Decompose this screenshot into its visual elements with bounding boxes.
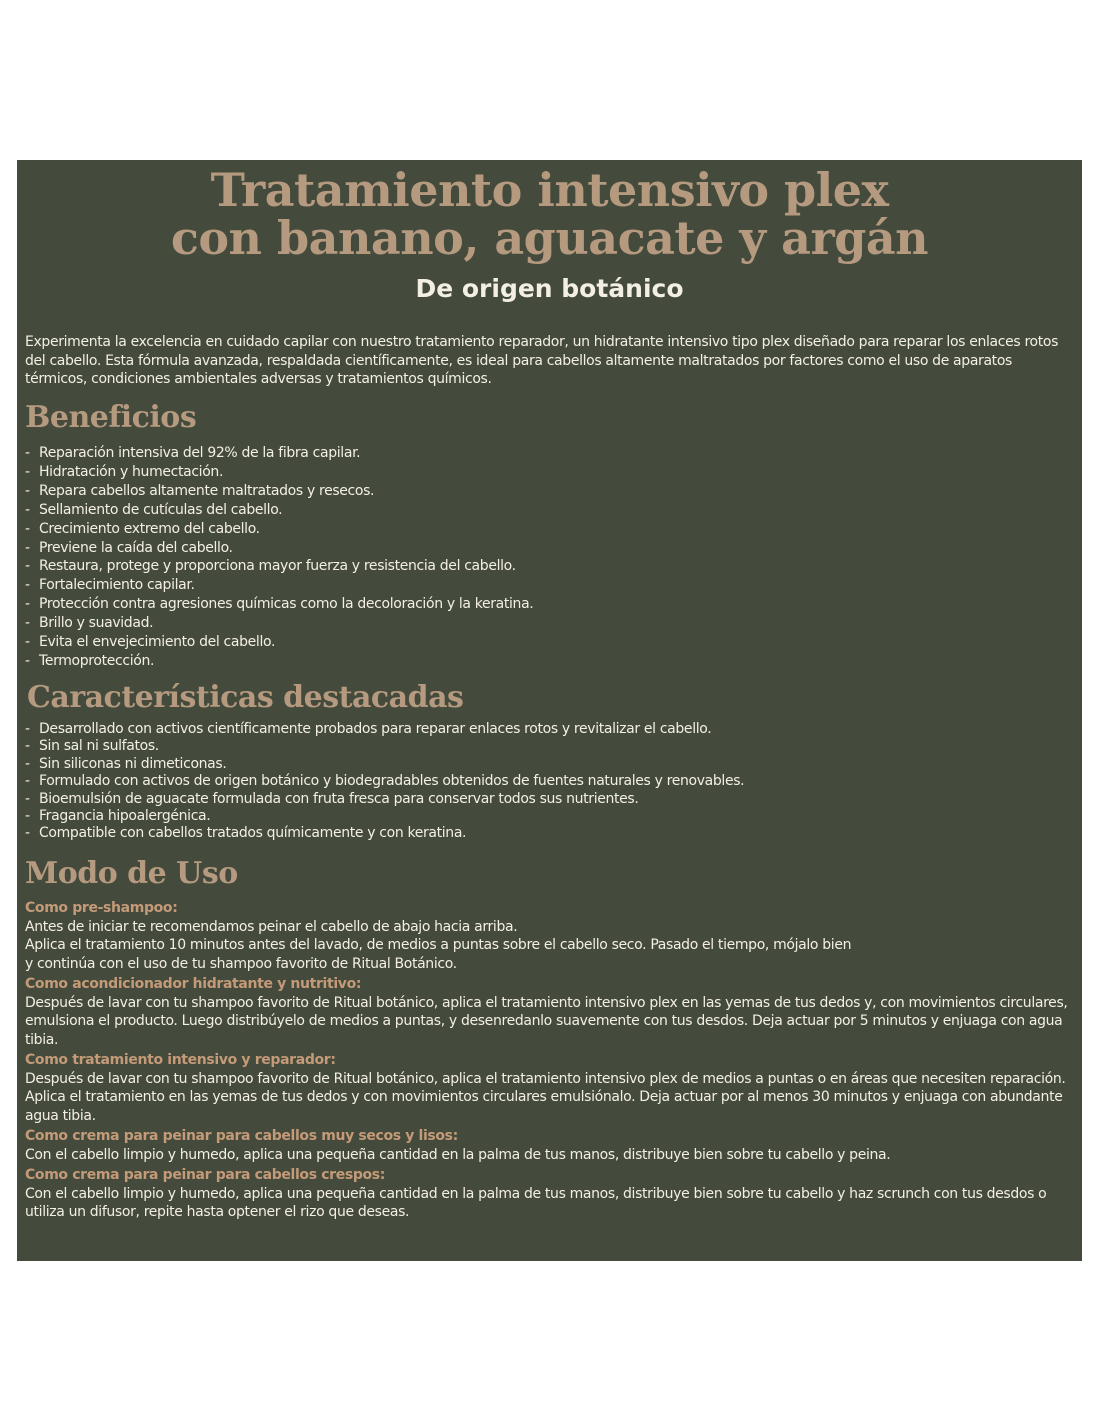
caracteristica-item-text: Formulado con activos de origen botánico y biodegradables obtenidos de fuentes naturales y renovables. <box>39 773 745 790</box>
caracteristica-item-text: Bioemulsión de aguacate formulada con fruta fresca para conservar todos sus nutrientes. <box>39 790 639 807</box>
list-dash: - <box>25 615 30 632</box>
list-dash: - <box>25 501 30 518</box>
list-dash: - <box>25 808 30 825</box>
list-dash: - <box>25 482 30 499</box>
caracteristicas-heading: Características destacadas <box>27 680 464 715</box>
beneficio-item-text: Protección contra agresiones químicas como la decoloración y la keratina. <box>39 596 534 613</box>
product-title <box>17 163 1082 265</box>
modo-uso-text: Con el cabello limpio y humedo, aplica una pequeña cantidad en la palma de tus manos, distribuye bien sobre tu cabello y haz scrunch con tus desdos o utiliza un difusor, repite hasta optener el rizo que deseas. <box>25 1185 1047 1220</box>
beneficio-item-text: Sellamiento de cutículas del cabello. <box>39 501 283 518</box>
product-title-line-1: Tratamiento intensivo plex <box>210 163 889 217</box>
list-dash: - <box>25 539 30 556</box>
beneficio-item-text: Previene la caída del cabello. <box>39 539 233 556</box>
beneficio-item <box>25 576 1075 595</box>
product-info-panel <box>17 160 1082 1261</box>
beneficio-item <box>25 652 1075 671</box>
beneficio-item <box>25 595 1075 614</box>
modo-uso-section <box>25 899 1075 1224</box>
beneficios-list <box>25 444 1075 671</box>
modo-uso-text: Después de lavar con tu shampoo favorito de Ritual botánico, aplica el tratamiento intensivo plex en las yemas de tus dedos y, con movimientos circulares, emulsiona el producto. Luego distribúyelo de medios a puntas, y desenredanlo suavemente con tus desdos. Deja actuar por 5 minutos y enjuaga con agua tibia. <box>25 994 1068 1048</box>
modo-uso-text: Antes de iniciar te recomendamos peinar el cabello de abajo hacia arriba. <box>25 918 518 935</box>
modo-uso-text: Con el cabello limpio y humedo, aplica una pequeña cantidad en la palma de tus manos, distribuye bien sobre tu cabello y peina. <box>25 1146 891 1163</box>
beneficio-item <box>25 444 1075 463</box>
beneficio-item-text: Termoprotección. <box>39 652 155 669</box>
caracteristica-item-text: Desarrollado con activos científicamente probados para reparar enlaces rotos y revitalizar el cabello. <box>39 721 712 737</box>
beneficio-item-text: Reparación intensiva del 92% de la fibra capilar. <box>39 445 361 461</box>
caracteristica-item <box>25 773 1075 790</box>
beneficio-item-text: Crecimiento extremo del cabello. <box>39 520 260 537</box>
beneficio-item <box>25 633 1075 652</box>
list-dash: - <box>25 825 30 842</box>
modo-uso-text: Aplica el tratamiento 10 minutos antes del lavado, de medios a puntas sobre el cabello seco. Pasado el tiempo, mójalo bien <box>25 937 852 953</box>
list-dash: - <box>25 558 30 575</box>
list-dash: - <box>25 520 30 537</box>
modo-uso-subtitle: Como acondicionador hidratante y nutritivo: <box>25 976 362 992</box>
list-dash: - <box>25 773 30 790</box>
beneficio-item <box>25 501 1075 520</box>
beneficio-item <box>25 482 1075 501</box>
beneficio-item <box>25 463 1075 482</box>
beneficio-item-text: Brillo y suavidad. <box>39 615 154 632</box>
list-dash: - <box>25 463 30 480</box>
beneficio-item-text: Evita el envejecimiento del cabello. <box>39 634 276 651</box>
beneficio-item <box>25 539 1075 558</box>
modo-uso-subtitle: Como pre-shampoo: <box>25 900 178 916</box>
intro-paragraph: Experimenta la excelencia en cuidado capilar con nuestro tratamiento reparador, un hidratante intensivo tipo plex diseñado para reparar los enlaces rotos del cabello. Esta fórmula avanzada, respaldada científicamente, es ideal para cabellos altamente maltratados por factores como el uso de aparatos térmicos, condiciones ambientales adversas y tratamientos químicos. <box>25 334 1059 387</box>
caracteristica-item <box>25 825 1075 842</box>
list-dash: - <box>25 738 30 755</box>
beneficio-item-text: Hidratación y humectación. <box>39 463 224 480</box>
caracteristica-item <box>25 808 1075 825</box>
modo-uso-subtitle: Como tratamiento intensivo y reparador: <box>25 1052 336 1068</box>
beneficio-item-text: Repara cabellos altamente maltratados y resecos. <box>39 482 375 499</box>
modo-uso-subtitle: Como crema para peinar para cabellos crespos: <box>25 1167 386 1183</box>
modo-uso-text: y continúa con el uso de tu shampoo favorito de Ritual Botánico. <box>25 955 457 972</box>
modo-uso-block <box>25 899 1075 973</box>
list-dash: - <box>25 445 30 461</box>
caracteristicas-list <box>25 721 1075 843</box>
modo-uso-heading: Modo de Uso <box>25 856 238 891</box>
caracteristica-item-text: Fragancia hipoalergénica. <box>39 808 211 825</box>
beneficio-item <box>25 557 1075 576</box>
caracteristica-item <box>25 721 1075 738</box>
beneficios-heading: Beneficios <box>25 400 197 435</box>
list-dash: - <box>25 721 30 737</box>
beneficio-item-text: Fortalecimiento capilar. <box>39 577 195 594</box>
caracteristica-item-text: Compatible con cabellos tratados químicamente y con keratina. <box>39 825 467 842</box>
list-dash: - <box>25 755 30 772</box>
caracteristica-item-text: Sin sal ni sulfatos. <box>39 738 159 755</box>
caracteristica-item <box>25 738 1075 755</box>
modo-uso-subtitle: Como crema para peinar para cabellos muy secos y lisos: <box>25 1128 458 1144</box>
list-dash: - <box>25 652 30 669</box>
list-dash: - <box>25 790 30 807</box>
list-dash: - <box>25 596 30 613</box>
modo-uso-block <box>25 1166 1075 1222</box>
product-title-line-2: con banano, aguacate y argán <box>170 211 929 265</box>
caracteristica-item <box>25 791 1075 808</box>
caracteristica-item <box>25 756 1075 773</box>
beneficio-item-text: Restaura, protege y proporciona mayor fuerza y resistencia del cabello. <box>39 558 516 575</box>
list-dash: - <box>25 577 30 594</box>
modo-uso-block <box>25 1051 1075 1125</box>
modo-uso-block <box>25 1127 1075 1164</box>
modo-uso-block <box>25 975 1075 1049</box>
product-subtitle: De origen botánico <box>415 274 684 303</box>
modo-uso-text: Después de lavar con tu shampoo favorito de Ritual botánico, aplica el tratamiento intensivo plex de medios a puntas o en áreas que necesiten reparación. Aplica el tratamiento en las yemas de tus dedos y con movimientos circulares emulsiónalo. Deja actuar por al menos 30 minutos y enjuaga con abundante agua tibia. <box>25 1070 1066 1124</box>
beneficio-item <box>25 614 1075 633</box>
beneficio-item <box>25 520 1075 539</box>
list-dash: - <box>25 634 30 651</box>
caracteristica-item-text: Sin siliconas ni dimeticonas. <box>39 755 227 772</box>
